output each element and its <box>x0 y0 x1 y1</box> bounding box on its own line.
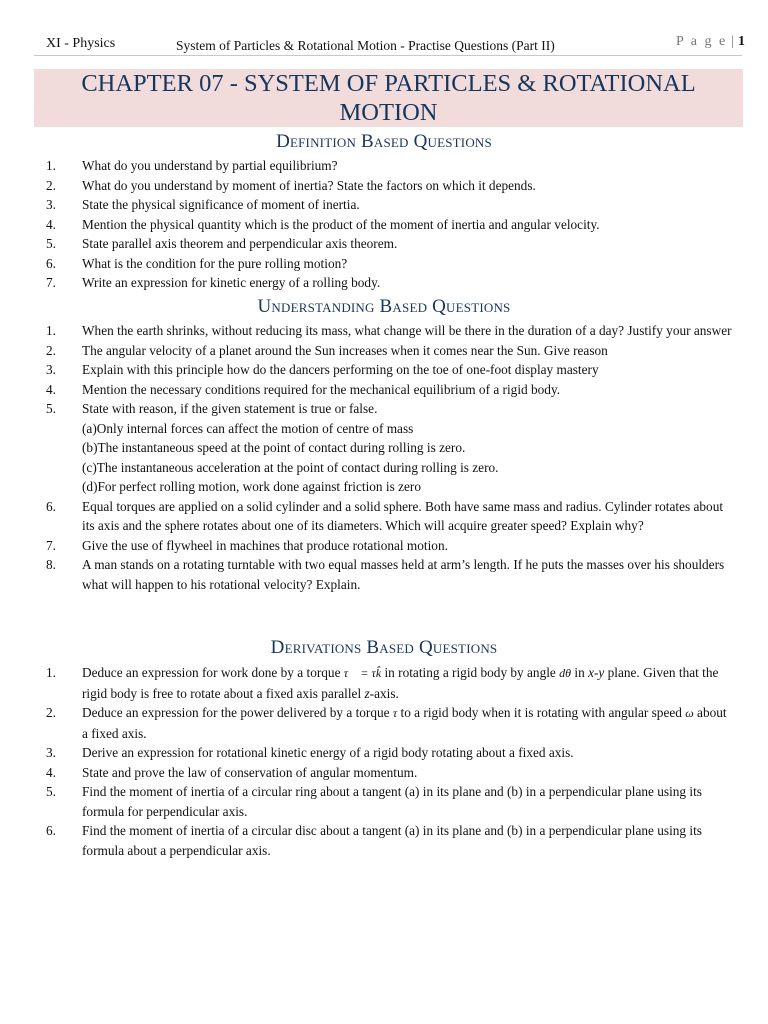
sub-statement: (c)The instantaneous acceleration at the point of contact during rolling is zero. <box>82 459 499 475</box>
question-text: in <box>571 665 589 680</box>
question-item <box>0 763 768 783</box>
page-number: 1 <box>738 34 746 49</box>
question-text: plane. Given that the rigid body is free to rotate about a fixed axis parallel <box>82 665 719 701</box>
omega-symbol: ω <box>685 706 694 720</box>
header-page-indicator <box>676 34 745 50</box>
question-number: 6. <box>46 823 56 838</box>
question-number: 4. <box>46 381 56 397</box>
sub-statement: (a)Only internal forces can affect the motion of centre of mass <box>82 420 414 436</box>
understanding-question-list <box>0 321 768 594</box>
question-text: Equal torques are applied on a solid cylinder and a solid sphere. Both have same mass and radius. Cylinder rotates about its axis and the sphere rotates about one of its diameters. Which will acquire greater speed? Explain why? <box>82 498 724 533</box>
question-item <box>0 215 768 235</box>
question-item <box>0 234 768 254</box>
torque-symbol: τ <box>392 706 398 720</box>
question-number: 4. <box>46 216 56 232</box>
question-item <box>0 380 768 400</box>
chapter-title: CHAPTER 07 - SYSTEM OF PARTICLES & ROTATIONAL MOTION <box>81 70 696 126</box>
question-number: 2. <box>46 177 56 193</box>
axis-symbol: z <box>364 685 370 701</box>
question-item <box>0 536 768 556</box>
question-number: 1. <box>46 665 56 680</box>
question-item <box>0 663 768 703</box>
question-item <box>0 360 768 380</box>
question-text: A man stands on a rotating turntable with two equal masses held at arm’s length. If he puts the masses over his shoulders what will happen to his rotational velocity? Explain. <box>82 557 725 592</box>
question-text: The angular velocity of a planet around the Sun increases when it comes near the Sun. Give reason <box>82 342 608 358</box>
section-title-derivations: Derivations Based Questions <box>270 637 498 658</box>
question-text: Find the moment of inertia of a circular ring about a tangent (a) in its plane and (b) in a perpendicular plane using its formula for perpendicular axis. <box>82 784 702 819</box>
question-item <box>0 703 768 743</box>
question-text: Mention the physical quantity which is the product of the moment of inertia and angular velocity. <box>82 216 600 232</box>
question-text: When the earth shrinks, without reducing its mass, what change will be there in the duration of a day? Justify your answer <box>82 323 732 338</box>
question-number: 1. <box>46 323 56 338</box>
chapter-title-banner <box>34 69 743 127</box>
question-number: 8. <box>46 557 56 572</box>
section-title-understanding: Understanding Based Questions <box>257 296 511 317</box>
question-number: 3. <box>46 745 56 760</box>
question-text: Mention the necessary conditions required for the mechanical equilibrium of a rigid body. <box>82 381 561 397</box>
question-item <box>0 176 768 196</box>
derivation-question-list <box>0 663 768 860</box>
question-item <box>0 782 768 821</box>
question-number: 2. <box>46 705 56 720</box>
question-item <box>0 399 768 497</box>
definition-question-list <box>0 156 768 293</box>
header-document-title: System of Particles & Rotational Motion - Practise Questions (Part II) <box>176 38 555 53</box>
question-text: State with reason, if the given statement is true or false. <box>82 401 378 416</box>
question-text: State and prove the law of conservation of angular momentum. <box>82 764 418 780</box>
plane-symbol: x-y <box>588 665 605 680</box>
sub-statement: (d)For perfect rolling motion, work done against friction is zero <box>82 479 421 494</box>
question-number: 5. <box>46 401 56 416</box>
question-text: -axis. <box>369 685 399 701</box>
question-number: 1. <box>46 158 56 173</box>
question-number: 4. <box>46 764 56 780</box>
question-text: in rotating a rigid body by angle <box>381 665 560 680</box>
question-item <box>0 555 768 594</box>
question-text: to a rigid body when it is rotating with angular speed <box>397 705 686 720</box>
question-text: What do you understand by partial equilibrium? <box>82 158 338 173</box>
question-text: about a fixed axis. <box>82 705 727 741</box>
question-text: Give the use of flywheel in machines that produce rotational motion. <box>82 537 448 553</box>
question-number: 5. <box>46 236 56 251</box>
question-number: 7. <box>46 275 56 290</box>
question-number: 7. <box>46 537 56 553</box>
question-item <box>0 743 768 763</box>
question-number: 6. <box>46 255 56 271</box>
question-text: What is the condition for the pure rolling motion? <box>82 255 348 271</box>
header-subject: XI - Physics <box>46 36 116 51</box>
question-text: Explain with this principle how do the dancers performing on the toe of one-foot display mastery <box>82 362 599 377</box>
question-item <box>0 195 768 215</box>
question-text: Write an expression for kinetic energy of a rolling body. <box>82 275 381 290</box>
question-item <box>0 321 768 341</box>
question-text: Find the moment of inertia of a circular disc about a tangent (a) in its plane and (b) in a perpendicular plane using its formula about a perpendicular axis. <box>82 823 702 858</box>
angle-symbol: dθ <box>559 666 572 680</box>
question-number: 5. <box>46 784 56 799</box>
question-text: Deduce an expression for the power delivered by a torque <box>82 705 393 720</box>
torque-vector-formula: τ⃗ = τk̂ <box>343 666 382 680</box>
question-text: What do you understand by moment of inertia? State the factors on which it depends. <box>82 177 536 193</box>
page-separator: | <box>731 34 735 49</box>
header-divider <box>34 55 742 56</box>
question-item <box>0 497 768 536</box>
sub-statement: (b)The instantaneous speed at the point of contact during rolling is zero. <box>82 440 466 455</box>
page-label: P a g e <box>676 34 728 49</box>
question-number: 3. <box>46 362 56 377</box>
question-text: State parallel axis theorem and perpendicular axis theorem. <box>82 236 398 251</box>
question-item <box>0 273 768 293</box>
question-number: 3. <box>46 197 56 212</box>
question-number: 6. <box>46 498 56 514</box>
question-item <box>0 341 768 361</box>
question-number: 2. <box>46 342 56 358</box>
question-text: State the physical significance of moment of inertia. <box>82 197 360 212</box>
question-text: Derive an expression for rotational kinetic energy of a rigid body rotating about a fixed axis. <box>82 745 574 760</box>
question-item <box>0 821 768 860</box>
question-text: Deduce an expression for work done by a torque <box>82 665 344 680</box>
section-title-definition: Definition Based Questions <box>276 131 492 152</box>
question-item <box>0 254 768 274</box>
question-item <box>0 156 768 176</box>
